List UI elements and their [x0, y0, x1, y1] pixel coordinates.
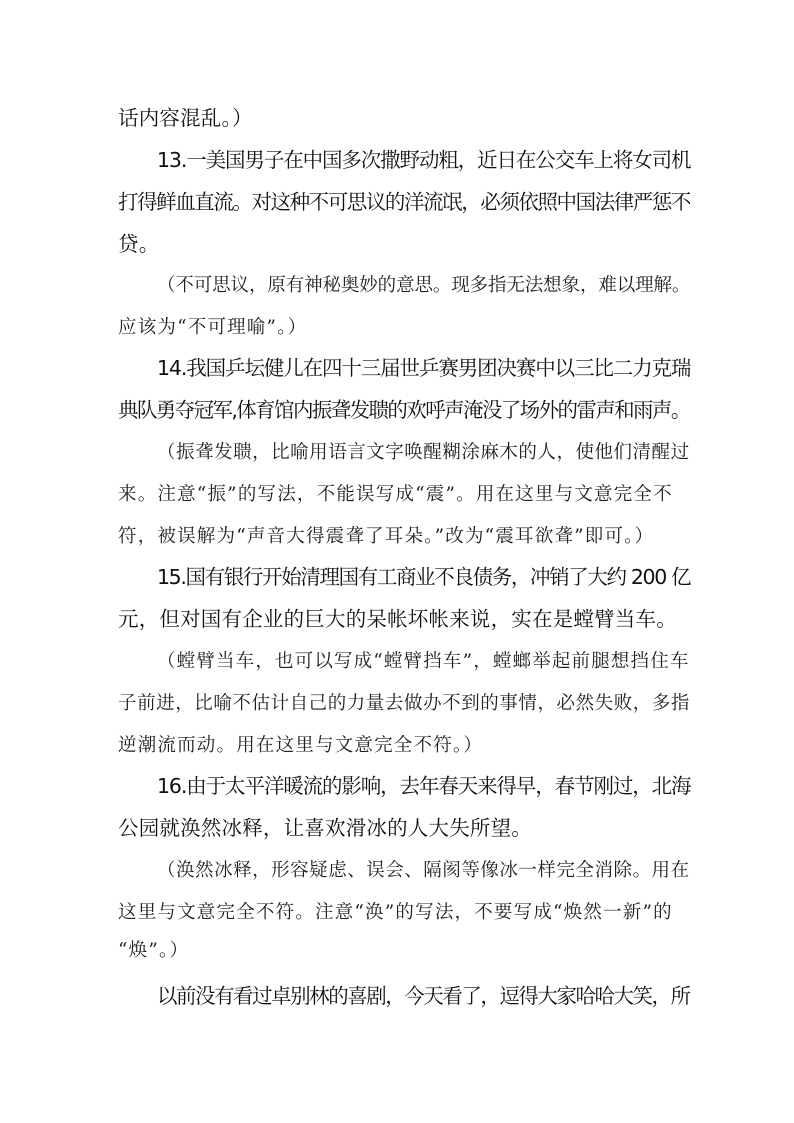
item-13-line-1: 13.一美国男子在中国多次撒野动粗，近日在公交车上将女司机: [157, 148, 691, 172]
note-15-line-2: 子前进，比喻不估计自己的力量去做办不到的事情，必然失败，多指: [118, 693, 691, 714]
note-14-line-3: 符，被误解为“声音大得震聋了耳朵。”改为“震耳欲聋”即可。）: [118, 526, 655, 547]
item-15-line-2: 元，但对国有企业的巨大的呆帐坏帐来说，实在是螳臂当车。: [118, 607, 677, 631]
item-13-line-3: 贷。: [118, 232, 160, 256]
fragment-line: 话内容混乱。）: [118, 106, 253, 130]
note-13-line-2: 应该为“不可理喻”。）: [118, 317, 308, 338]
note-13-line-1: （不可思议，原有神秘奥妙的意思。现多指无法想象，难以理解。: [157, 275, 691, 296]
item-13-line-2: 打得鲜血直流。对这种不可思议的洋流氓，必须依照中国法律严惩不: [118, 190, 690, 214]
note-16-line-2: 这里与文意完全不符。注意“涣”的写法，不要写成“焕然一新”的: [118, 902, 673, 923]
note-15-line-1: （螳臂当车，也可以写成“螳臂挡车”，螳螂举起前腿想挡住车: [157, 651, 690, 672]
note-16-line-1: （涣然冰释，形容疑虑、误会、隔阂等像冰一样完全消除。用在: [157, 860, 690, 881]
item-14-line-1: 14.我国乒坛健儿在四十三届世乒赛男团决赛中以三比二力克瑞: [157, 356, 691, 380]
note-16-line-3: “焕”。）: [118, 940, 190, 961]
note-15-line-3: 逆潮流而动。用在这里与文意完全不符。）: [118, 735, 484, 756]
item-14-line-2: 典队勇夺冠军,体育馆内振聋发聩的欢呼声淹没了场外的雷声和雨声。: [118, 398, 690, 422]
item-16-line-1: 16.由于太平洋暖流的影响，去年春天来得早，春节刚过，北海: [157, 774, 691, 798]
note-14-line-1: （振聋发聩，比喻用语言文字唤醒糊涂麻木的人，使他们清醒过: [157, 442, 690, 463]
trailing-line: 以前没有看过卓别林的喜剧，今天看了，逗得大家哈哈大笑，所: [157, 984, 690, 1008]
item-16-line-2: 公园就涣然冰释，让喜欢滑冰的人大失所望。: [118, 816, 532, 840]
item-15-line-1: 15.国有银行开始清理国有工商业不良债务，冲销了大约 200 亿: [157, 565, 691, 589]
note-14-line-2: 来。注意“振”的写法，不能误写成“震”。用在这里与文意完全不: [118, 484, 673, 505]
